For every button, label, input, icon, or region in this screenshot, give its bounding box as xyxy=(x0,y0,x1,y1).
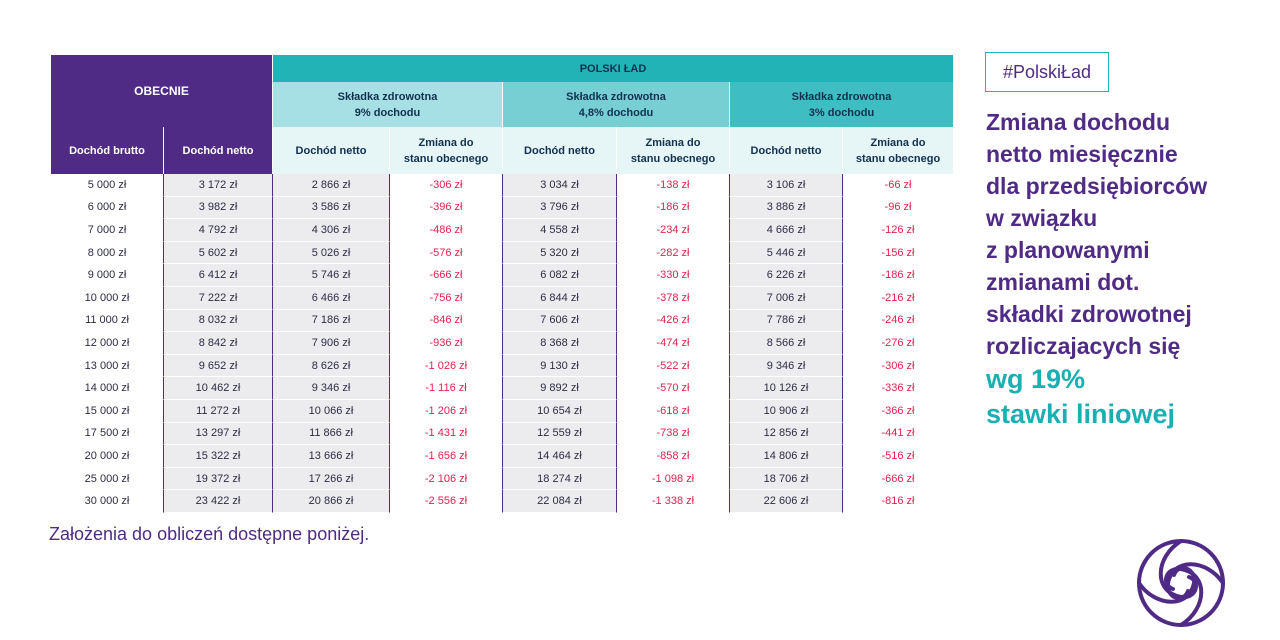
col-header-change-3 xyxy=(842,127,953,174)
cell-n9: 7 186 zł xyxy=(272,310,389,333)
cell-n3: 5 446 zł xyxy=(729,242,842,265)
col-header-brutto: Dochód brutto xyxy=(51,127,163,174)
cell-n48: 12 559 zł xyxy=(502,423,616,446)
col-header-netto-4-8: Dochód netto xyxy=(502,127,616,174)
cell-c9: -1 206 zł xyxy=(389,400,502,423)
footnote: Założenia do obliczeń dostępne poniżej. xyxy=(49,524,370,544)
cell-c9: -846 zł xyxy=(389,310,502,333)
cell-c3: -516 zł xyxy=(842,445,953,468)
cell-brutto: 20 000 zł xyxy=(51,445,163,468)
side-description xyxy=(986,106,1207,432)
cell-c48: -282 zł xyxy=(616,242,729,265)
cell-brutto: 9 000 zł xyxy=(51,264,163,287)
cell-n9: 11 866 zł xyxy=(272,423,389,446)
cell-c3: -366 zł xyxy=(842,400,953,423)
col-header-netto-3: Dochód netto xyxy=(729,127,842,174)
cell-netto: 13 297 zł xyxy=(163,423,272,446)
cell-c3: -156 zł xyxy=(842,242,953,265)
description-line: z planowanymi xyxy=(986,237,1150,263)
cell-c48: -378 zł xyxy=(616,287,729,310)
cell-c3: -441 zł xyxy=(842,423,953,446)
cell-n3: 7 006 zł xyxy=(729,287,842,310)
cell-brutto: 25 000 zł xyxy=(51,468,163,491)
cell-c9: -1 656 zł xyxy=(389,445,502,468)
col-header-change-line2: stanu obecnego xyxy=(403,152,489,165)
cell-c48: -330 zł xyxy=(616,264,729,287)
cell-n9: 9 346 zł xyxy=(272,377,389,400)
cell-c3: -66 zł xyxy=(842,174,953,197)
cell-brutto: 12 000 zł xyxy=(51,332,163,355)
table-row xyxy=(51,219,953,242)
group-title: Składka zdrowotna xyxy=(566,90,666,103)
cell-c9: -1 026 zł xyxy=(389,355,502,378)
cell-brutto: 11 000 zł xyxy=(51,310,163,333)
cell-c9: -306 zł xyxy=(389,174,502,197)
cell-n3: 10 906 zł xyxy=(729,400,842,423)
group-header-3 xyxy=(729,82,953,127)
cell-n3: 9 346 zł xyxy=(729,355,842,378)
table-row xyxy=(51,264,953,287)
cell-netto: 5 602 zł xyxy=(163,242,272,265)
cell-n48: 18 274 zł xyxy=(502,468,616,491)
col-header-change-line1: Zmiana do xyxy=(870,136,926,149)
cell-c48: -186 zł xyxy=(616,197,729,220)
table-row xyxy=(51,310,953,333)
description-line: rozliczajacych się xyxy=(986,333,1181,359)
cell-c48: -522 zł xyxy=(616,355,729,378)
cell-netto: 19 372 zł xyxy=(163,468,272,491)
table-row xyxy=(51,174,953,197)
cell-n3: 14 806 zł xyxy=(729,445,842,468)
cell-c9: -1 116 zł xyxy=(389,377,502,400)
table-row xyxy=(51,445,953,468)
group-rate: 3% dochodu xyxy=(808,106,875,119)
table-row xyxy=(51,468,953,491)
cell-n48: 6 844 zł xyxy=(502,287,616,310)
cell-c48: -570 zł xyxy=(616,377,729,400)
col-header-change-line2: stanu obecnego xyxy=(855,152,941,165)
cell-c48: -738 zł xyxy=(616,423,729,446)
cell-c9: -486 zł xyxy=(389,219,502,242)
description-line: składki zdrowotnej xyxy=(986,301,1192,327)
cell-c3: -216 zł xyxy=(842,287,953,310)
cell-brutto: 8 000 zł xyxy=(51,242,163,265)
cell-c48: -426 zł xyxy=(616,310,729,333)
header-obecnie: OBECNIE xyxy=(51,55,272,127)
cell-c9: -666 zł xyxy=(389,264,502,287)
table-row xyxy=(51,332,953,355)
description-line: dla przedsiębiorców xyxy=(986,173,1208,199)
cell-n9: 20 866 zł xyxy=(272,490,389,513)
cell-c9: -396 zł xyxy=(389,197,502,220)
cell-n9: 4 306 zł xyxy=(272,219,389,242)
table-row xyxy=(51,377,953,400)
income-table xyxy=(51,55,953,513)
col-header-change-9 xyxy=(389,127,502,174)
table-row xyxy=(51,197,953,220)
group-header-4-8 xyxy=(502,82,729,127)
col-header-netto-9: Dochód netto xyxy=(272,127,389,174)
group-header-9 xyxy=(272,82,502,127)
cell-n48: 3 034 zł xyxy=(502,174,616,197)
cell-c9: -756 zł xyxy=(389,287,502,310)
cell-netto: 6 412 zł xyxy=(163,264,272,287)
cell-n3: 12 856 zł xyxy=(729,423,842,446)
highlight-line: wg 19% xyxy=(986,364,1086,394)
cell-c48: -474 zł xyxy=(616,332,729,355)
cell-c48: -1 338 zł xyxy=(616,490,729,513)
cell-c9: -936 zł xyxy=(389,332,502,355)
cell-n3: 3 106 zł xyxy=(729,174,842,197)
cell-netto: 3 172 zł xyxy=(163,174,272,197)
cell-c3: -186 zł xyxy=(842,264,953,287)
cell-c48: -858 zł xyxy=(616,445,729,468)
cell-n9: 8 626 zł xyxy=(272,355,389,378)
cell-netto: 7 222 zł xyxy=(163,287,272,310)
table-row xyxy=(51,242,953,265)
cell-c3: -96 zł xyxy=(842,197,953,220)
cell-n9: 7 906 zł xyxy=(272,332,389,355)
cell-netto: 8 842 zł xyxy=(163,332,272,355)
cell-n9: 6 466 zł xyxy=(272,287,389,310)
group-rate: 4,8% dochodu xyxy=(578,106,654,119)
cell-n48: 8 368 zł xyxy=(502,332,616,355)
col-header-change-line1: Zmiana do xyxy=(645,136,701,149)
cell-n3: 7 786 zł xyxy=(729,310,842,333)
table-body xyxy=(51,174,953,513)
cell-c3: -816 zł xyxy=(842,490,953,513)
cell-n48: 4 558 zł xyxy=(502,219,616,242)
cell-n48: 22 084 zł xyxy=(502,490,616,513)
cell-brutto: 17 500 zł xyxy=(51,423,163,446)
table-row xyxy=(51,355,953,378)
cell-n3: 8 566 zł xyxy=(729,332,842,355)
cell-n48: 6 082 zł xyxy=(502,264,616,287)
cell-c9: -576 zł xyxy=(389,242,502,265)
table-row xyxy=(51,287,953,310)
cell-brutto: 13 000 zł xyxy=(51,355,163,378)
cell-brutto: 14 000 zł xyxy=(51,377,163,400)
cell-brutto: 5 000 zł xyxy=(51,174,163,197)
description-line: w związku xyxy=(986,205,1098,231)
cell-c48: -618 zł xyxy=(616,400,729,423)
description-line: Zmiana dochodu xyxy=(986,109,1170,135)
cell-n3: 22 606 zł xyxy=(729,490,842,513)
cell-c9: -2 106 zł xyxy=(389,468,502,491)
description-line: zmianami dot. xyxy=(986,269,1140,295)
cell-c9: -1 431 zł xyxy=(389,423,502,446)
cell-c3: -306 zł xyxy=(842,355,953,378)
cell-n9: 5 026 zł xyxy=(272,242,389,265)
cell-netto: 9 652 zł xyxy=(163,355,272,378)
cell-n3: 10 126 zł xyxy=(729,377,842,400)
cell-brutto: 6 000 zł xyxy=(51,197,163,220)
cell-netto: 11 272 zł xyxy=(163,400,272,423)
cell-c48: -138 zł xyxy=(616,174,729,197)
col-header-netto: Dochód netto xyxy=(163,127,272,174)
cell-n9: 3 586 zł xyxy=(272,197,389,220)
col-header-change-4-8 xyxy=(616,127,729,174)
cell-n48: 10 654 zł xyxy=(502,400,616,423)
cell-c48: -234 zł xyxy=(616,219,729,242)
cell-c9: -2 556 zł xyxy=(389,490,502,513)
cell-brutto: 7 000 zł xyxy=(51,219,163,242)
cell-c3: -276 zł xyxy=(842,332,953,355)
cell-brutto: 10 000 zł xyxy=(51,287,163,310)
group-title: Składka zdrowotna xyxy=(337,90,438,103)
cell-netto: 8 032 zł xyxy=(163,310,272,333)
cell-netto: 10 462 zł xyxy=(163,377,272,400)
group-title: Składka zdrowotna xyxy=(791,90,892,103)
table-row xyxy=(51,490,953,513)
group-rate: 9% dochodu xyxy=(354,106,421,119)
table-row xyxy=(51,400,953,423)
highlight-line: stawki liniowej xyxy=(986,399,1176,429)
cell-brutto: 15 000 zł xyxy=(51,400,163,423)
cell-n3: 3 886 zł xyxy=(729,197,842,220)
cell-n48: 5 320 zł xyxy=(502,242,616,265)
cell-n48: 9 130 zł xyxy=(502,355,616,378)
cell-netto: 4 792 zł xyxy=(163,219,272,242)
cell-n9: 5 746 zł xyxy=(272,264,389,287)
cell-n9: 17 266 zł xyxy=(272,468,389,491)
cell-c3: -246 zł xyxy=(842,310,953,333)
description-line: netto miesięcznie xyxy=(986,141,1178,167)
cell-n48: 7 606 zł xyxy=(502,310,616,333)
cell-netto: 23 422 zł xyxy=(163,490,272,513)
cell-c48: -1 098 zł xyxy=(616,468,729,491)
cell-n48: 9 892 zł xyxy=(502,377,616,400)
polski-lad-swirl-logo-icon xyxy=(1135,537,1227,629)
cell-n3: 4 666 zł xyxy=(729,219,842,242)
col-header-change-line1: Zmiana do xyxy=(418,136,474,149)
cell-brutto: 30 000 zł xyxy=(51,490,163,513)
table-row xyxy=(51,423,953,446)
cell-c3: -126 zł xyxy=(842,219,953,242)
cell-netto: 15 322 zł xyxy=(163,445,272,468)
header-polski-lad: POLSKI ŁAD xyxy=(272,55,953,82)
cell-c3: -336 zł xyxy=(842,377,953,400)
cell-netto: 3 982 zł xyxy=(163,197,272,220)
cell-n9: 13 666 zł xyxy=(272,445,389,468)
cell-n48: 14 464 zł xyxy=(502,445,616,468)
cell-n9: 2 866 zł xyxy=(272,174,389,197)
cell-n48: 3 796 zł xyxy=(502,197,616,220)
cell-n3: 6 226 zł xyxy=(729,264,842,287)
cell-c3: -666 zł xyxy=(842,468,953,491)
hashtag-badge: #PolskiŁad xyxy=(985,52,1109,92)
cell-n9: 10 066 zł xyxy=(272,400,389,423)
cell-n3: 18 706 zł xyxy=(729,468,842,491)
col-header-change-line2: stanu obecnego xyxy=(630,152,716,165)
